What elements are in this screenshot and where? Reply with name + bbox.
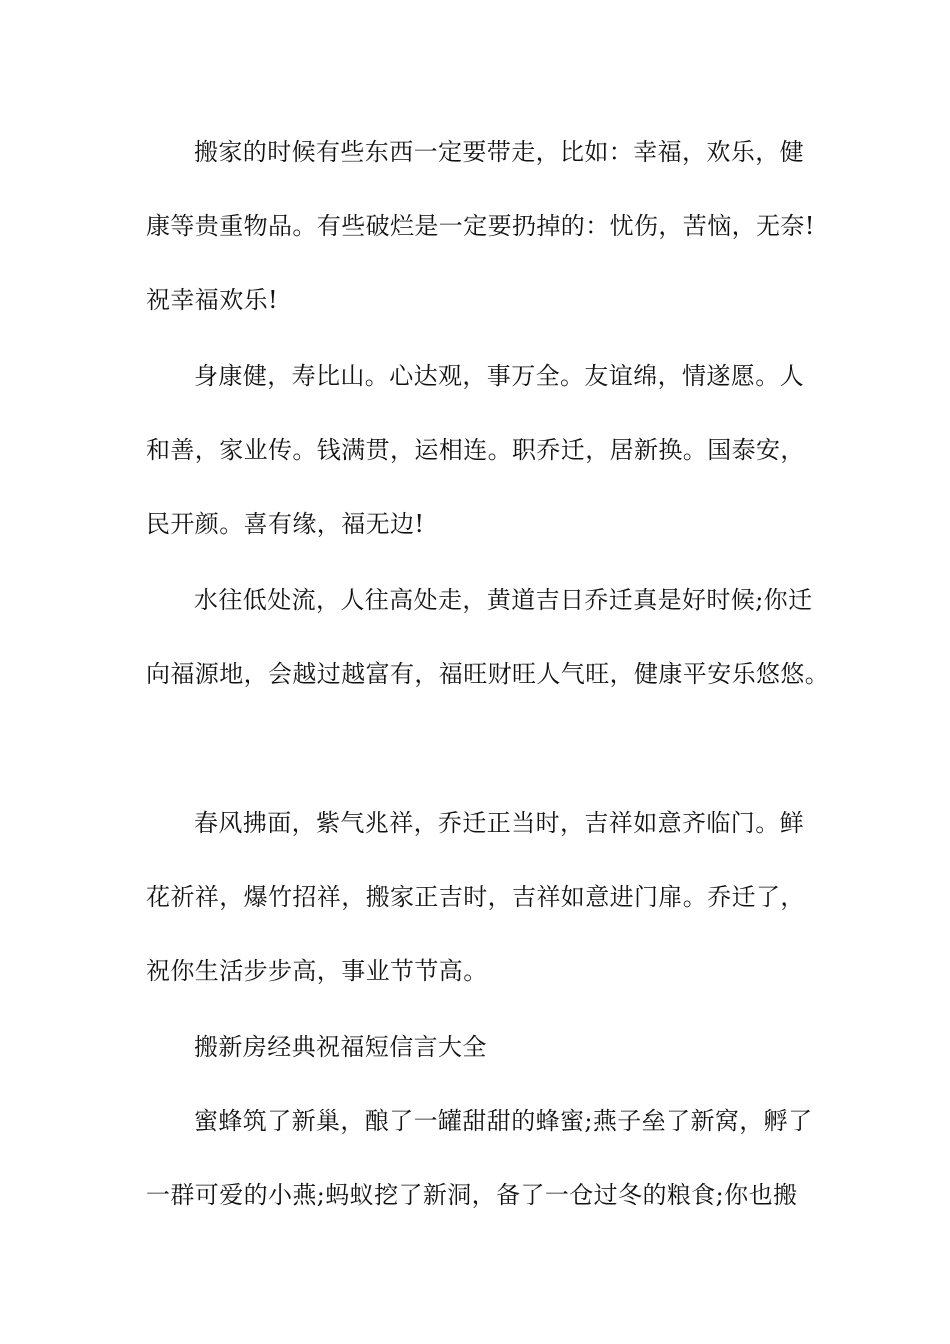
paragraph-1-line-3: 祝幸福欢乐!	[146, 286, 279, 314]
paragraph-3-line-1: 水往低处流，人往高处走，黄道吉日乔迁真是好时候;你迁	[194, 586, 813, 614]
paragraph-2-line-2: 和善，家业传。钱满贯，运相连。职乔迁，居新换。国泰安，	[146, 436, 805, 464]
paragraph-4-line-1: 春风拂面，紫气兆祥，乔迁正当时，吉祥如意齐临门。鲜	[194, 809, 804, 837]
paragraph-6-line-1: 蜜蜂筑了新巢，酿了一罐甜甜的蜂蜜;燕子垒了新窝，孵了	[194, 1107, 813, 1135]
paragraph-1-line-1: 搬家的时候有些东西一定要带走，比如：幸福，欢乐，健	[194, 138, 804, 166]
paragraph-4-line-2: 花祈祥，爆竹招祥，搬家正吉时，吉祥如意进门扉。乔迁了，	[146, 883, 805, 911]
paragraph-2-line-3: 民开颜。喜有缘，福无边!	[146, 510, 425, 538]
paragraph-4-line-3: 祝你生活步步高，事业节节高。	[146, 957, 488, 985]
section-heading: 搬新房经典祝福短信言大全	[194, 1033, 487, 1061]
paragraph-3-line-2: 向福源地，会越过越富有，福旺财旺人气旺，健康平安乐悠悠。	[146, 660, 830, 688]
paragraph-1-line-2: 康等贵重物品。有些破烂是一定要扔掉的：忧伤，苦恼，无奈!	[146, 212, 815, 240]
paragraph-2-line-1: 身康健，寿比山。心达观，事万全。友谊绵，情遂愿。人	[194, 362, 804, 390]
paragraph-6-line-2: 一群可爱的小燕;蚂蚁挖了新洞，备了一仓过冬的粮食;你也搬	[146, 1181, 798, 1209]
